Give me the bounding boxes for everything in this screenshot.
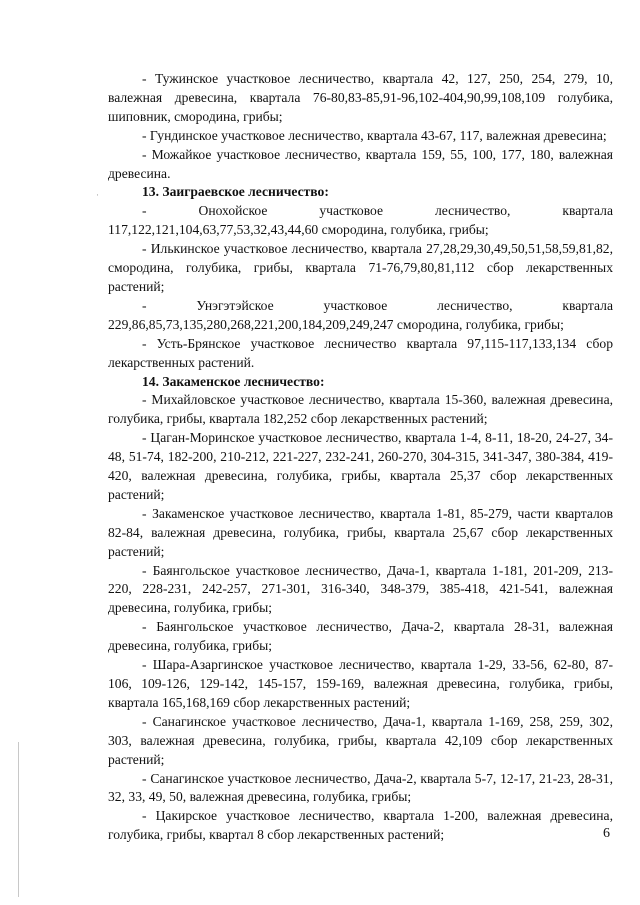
scan-speck: · [96,190,99,200]
scan-margin-line [18,742,19,897]
paragraph: - Гундинское участковое лесничество, квартала 43-67, 117, валежная древесина; [142,127,607,143]
paragraph: - Санагинское участковое лесничество, Дача-2, квартала 5-7, 12-17, 21-23, 28-31, 32, 33, 49, 50, валежная древесина, голубика, грибы; [108,770,613,805]
paragraph: - Закаменское участковое лесничество, квартала 1-81, 85-279, части кварталов 82-84, валежная древесина, голубика, грибы, квартала 25,67 сбор лекарственных растений; [108,505,613,559]
paragraph: - Тужинское участковое лесничество, квартала 42, 127, 250, 254, 279, 10, валежная древесина, квартала 76-80,83-85,91-96,102-404,90,99,108,109 голубика, шиповник, смородина, грибы; [108,71,613,124]
paragraph: - Шара-Азаргинское участковое лесничество, квартала 1-29, 33-56, 62-80, 87-106, 109-126, 129-142, 145-157, 159-169, валежная древесина, голубика, грибы, квартала 165,168,169 сбор лекарственных растений; [108,657,613,710]
paragraph: - Цакирское участковое лесничество, квартала 1-200, валежная древесина, голубика, грибы, квартал 8 сбор лекарственных растений; [108,808,613,843]
paragraph: - Унэгэтэйское участковое лесничество, квартала 229,86,85,73,135,280,268,221,200,184,209,249,247 смородина, голубика, грибы; [108,297,613,332]
paragraph: - Баянгольское участковое лесничество, Дача-1, квартала 1-181, 201-209, 213-220, 228-231, 242-257, 271-301, 316-340, 348-379, 385-418, 421-541, валежная древесина, голубика, грибы; [108,562,613,616]
paragraph: - Михайловское участковое лесничество, квартала 15-360, валежная древесина, голубика, грибы, квартала 182,252 сбор лекарственных растений; [108,392,613,427]
paragraph: - Илькинское участковое лесничество, квартала 27,28,29,30,49,50,51,58,59,81,82, смородина, голубика, грибы, квартала 71-76,79,80,81,112 сбор лекарственных растений; [108,241,613,294]
paragraph: - Баянгольское участковое лесничество, Дача-2, квартала 28-31, валежная древесина, голубика, грибы; [108,619,613,654]
paragraph: - Усть-Брянское участковое лесничество квартала 97,115-117,133,134 сбор лекарственных растений. [108,335,613,370]
section-heading: 14. Закаменское лесничество: [142,373,325,389]
page-number: 6 [603,826,610,841]
paragraph: - Онохойское участковое лесничество, квартала 117,122,121,104,63,77,53,32,43,44,60 смородина, голубика, грибы; [108,203,613,238]
paragraph: - Санагинское участковое лесничество, Дача-1, квартала 1-169, 258, 259, 302, 303, валежная древесина, голубика, грибы, квартала 42,109 сбор лекарственных растений; [108,713,613,767]
paragraph: - Цаган-Моринское участковое лесничество, квартала 1-4, 8-11, 18-20, 24-27, 34-48, 51-74, 182-200, 210-212, 221-227, 232-241, 260-270, 304-315, 341-347, 380-384, 419-420, валежная древесина, голубика, грибы, квартала 25,37 сбор лекарственных растений; [108,430,613,502]
paragraph: - Можайкое участковое лесничество, квартала 159, 55, 100, 177, 180, валежная древесина. [108,146,613,181]
document-body [108,70,613,845]
section-heading: 13. Заиграевское лесничество: [142,184,329,200]
